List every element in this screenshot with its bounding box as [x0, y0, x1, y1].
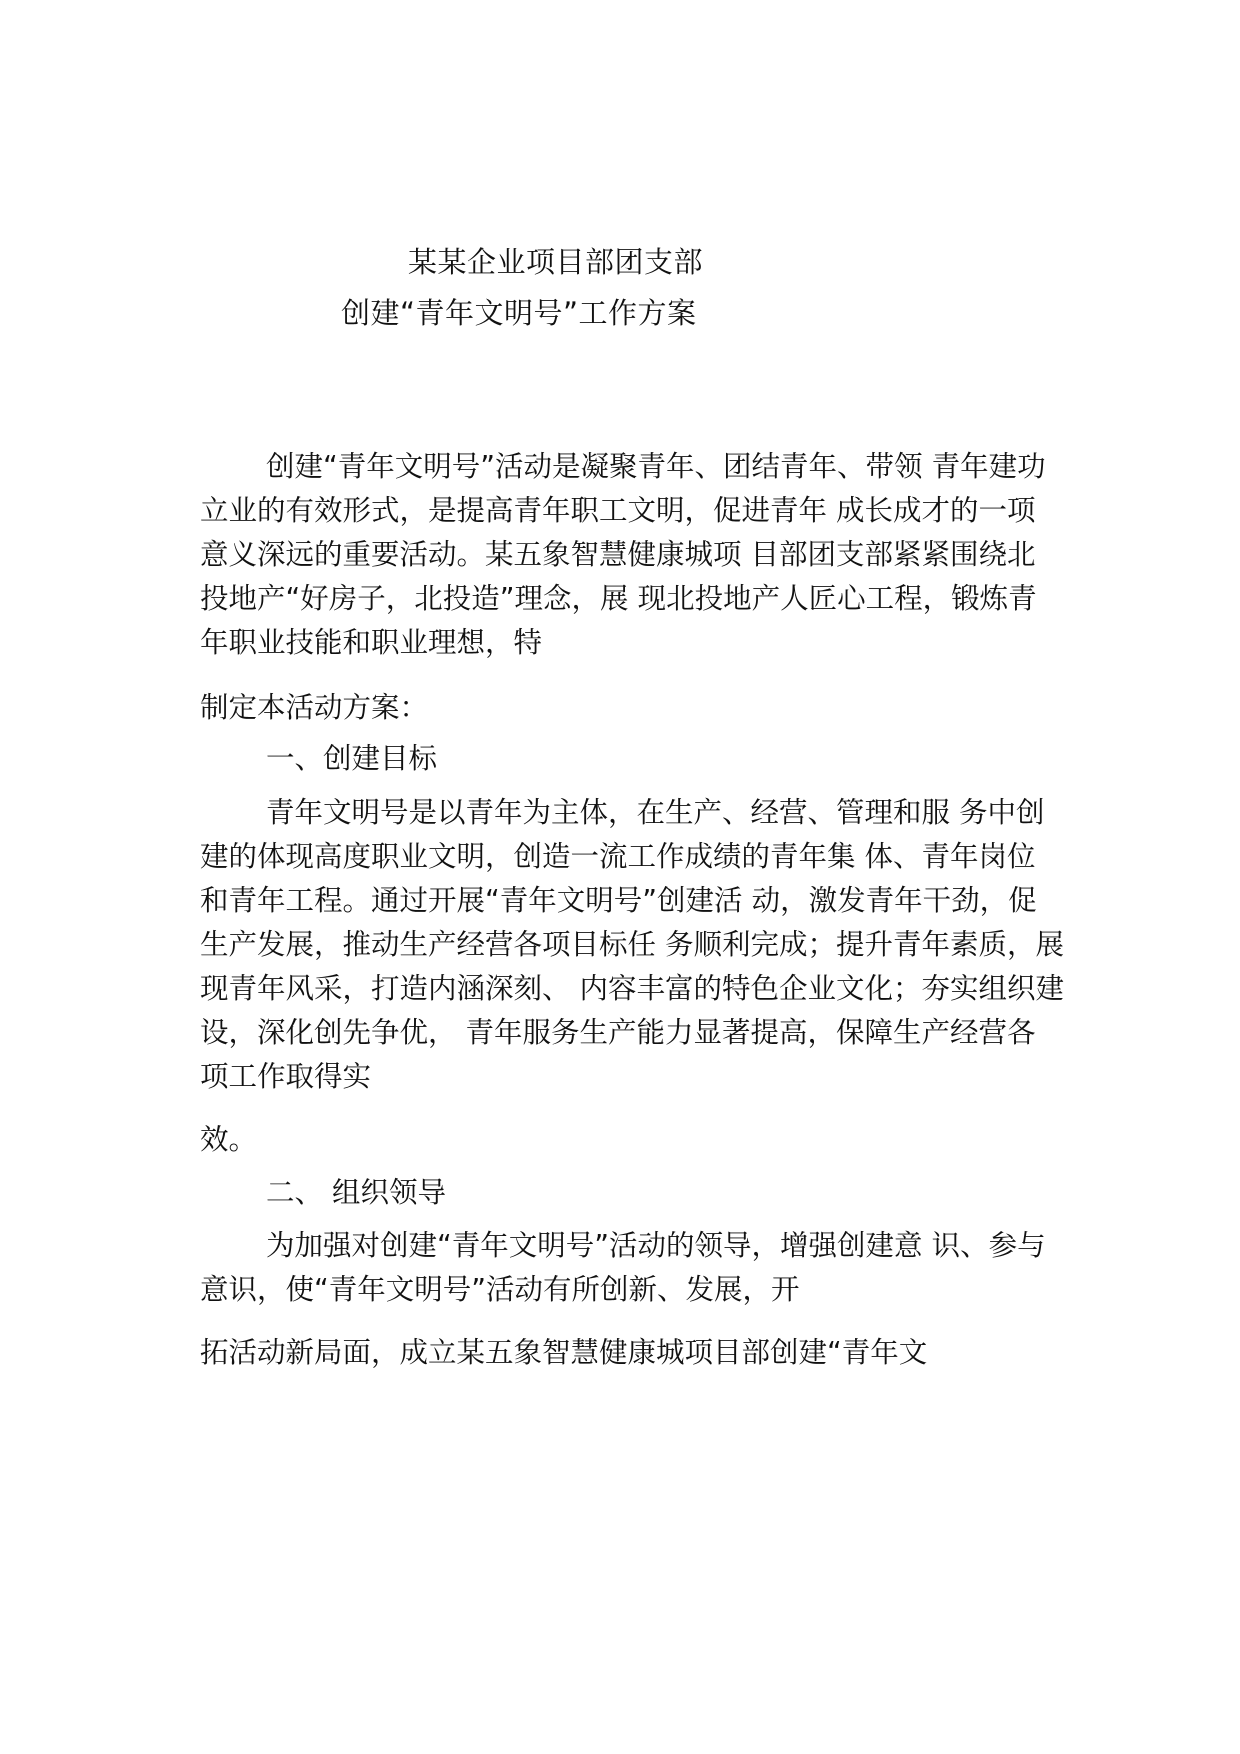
section-heading-1: 一、创建目标: [266, 742, 438, 775]
document-title-line-2: 创建“青年文明号”工作方案: [341, 296, 697, 330]
paragraph-5-line-1: 为加强对创建“青年文明号”活动的领导，增强创建意 识、参与: [266, 1229, 1046, 1262]
paragraph-3-line-2: 建的体现高度职业文明，创造一流工作成绩的青年集 体、青年岗位: [200, 840, 1036, 873]
paragraph-3-line-1: 青年文明号是以青年为主体，在生产、经营、管理和服 务中创: [266, 796, 1045, 829]
paragraph-1-line-5: 年职业技能和职业理想，特: [200, 626, 543, 659]
paragraph-5-line-2: 意识，使“青年文明号”活动有所创新、发展，开: [200, 1273, 800, 1306]
paragraph-1-line-2: 立业的有效形式，是提高青年职工文明，促进青年 成长成才的一项: [200, 494, 1036, 527]
paragraph-1-line-4: 投地产“好房子，北投造”理念，展 现北投地产人匠心工程，锻炼青: [200, 582, 1037, 615]
paragraph-3-line-7: 项工作取得实: [200, 1060, 372, 1093]
document-title-line-1: 某某企业项目部团支部: [408, 245, 704, 279]
paragraph-3-line-5: 现青年风采，打造内涵深刻、 内容丰富的特色企业文化；夯实组织建: [200, 972, 1065, 1005]
paragraph-2: 制定本活动方案：: [200, 691, 429, 724]
paragraph-4: 效。: [200, 1123, 258, 1156]
paragraph-3-line-6: 设，深化创先争优， 青年服务生产能力显著提高，保障生产经营各: [200, 1016, 1036, 1049]
paragraph-3-line-4: 生产发展，推动生产经营各项目标任 务顺利完成；提升青年素质，展: [200, 928, 1065, 961]
paragraph-3-line-3: 和青年工程。通过开展“青年文明号”创建活 动，激发青年干劲，促: [200, 884, 1037, 917]
paragraph-1-line-3: 意义深远的重要活动。某五象智慧健康城项 目部团支部紧紧围绕北: [200, 538, 1036, 571]
paragraph-1-line-1: 创建“青年文明号”活动是凝聚青年、团结青年、带领 青年建功: [266, 450, 1046, 483]
section-heading-2: 二、 组织领导: [266, 1176, 447, 1209]
paragraph-6: 拓活动新局面，成立某五象智慧健康城项目部创建“青年文: [200, 1336, 928, 1369]
